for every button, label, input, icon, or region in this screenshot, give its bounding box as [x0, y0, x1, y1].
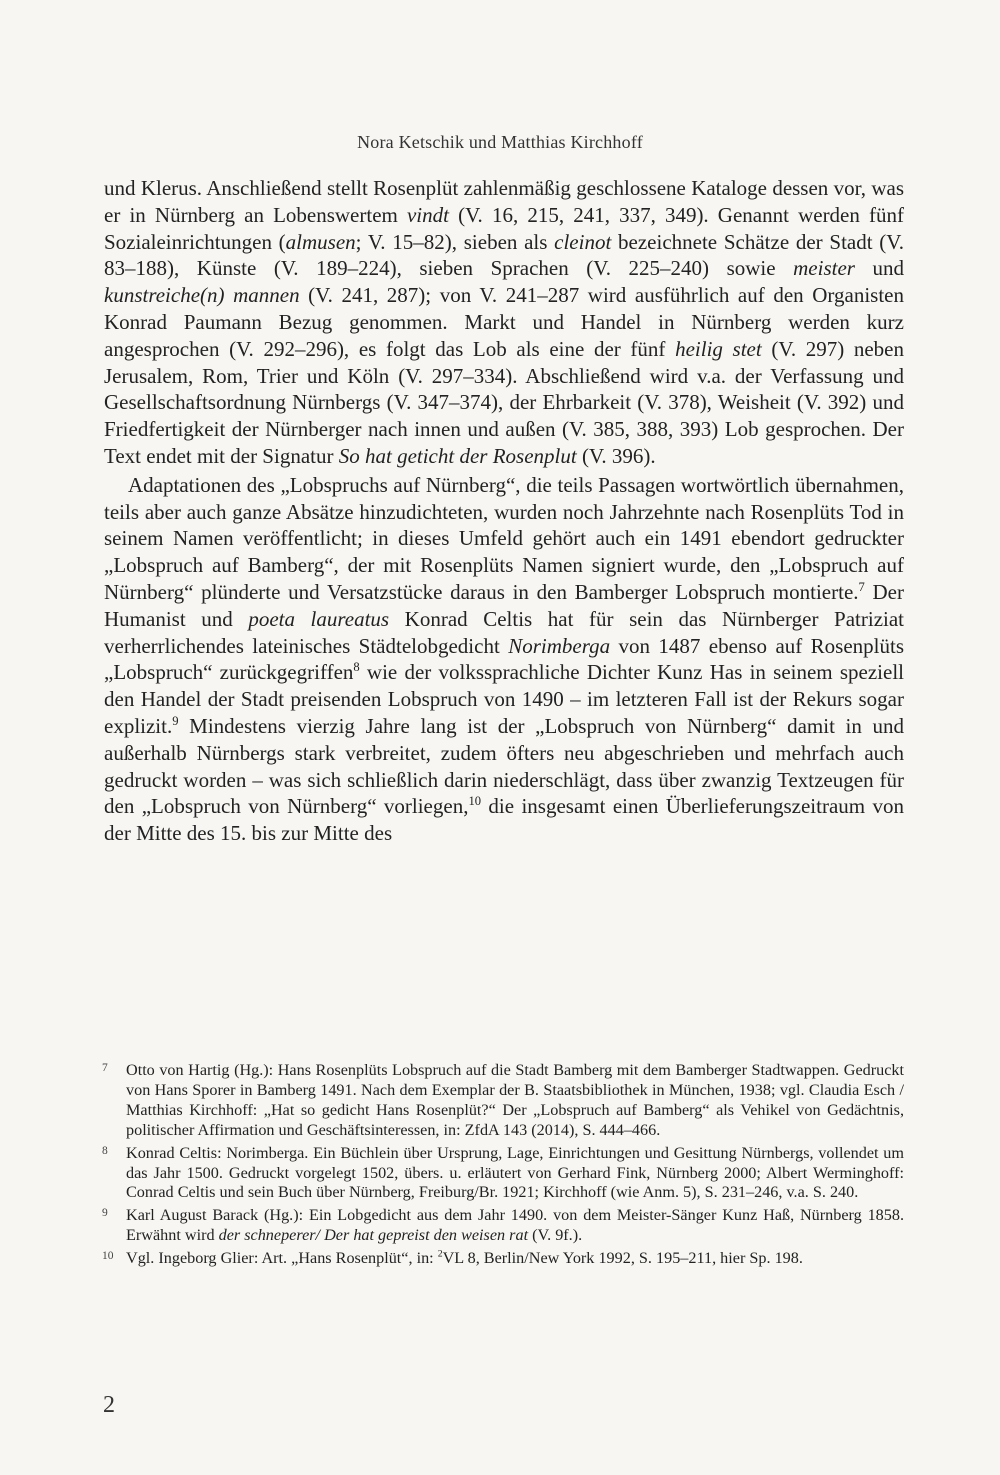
- running-title: Nora Ketschik und Matthias Kirchhoff: [357, 132, 643, 152]
- footnote-number: 8: [102, 1144, 108, 1157]
- footnote-text: [126, 1249, 904, 1269]
- footnote-7: [104, 1061, 904, 1141]
- italic-term: cleinot: [554, 229, 612, 254]
- page-number: 2: [103, 1392, 115, 1418]
- italic-term: almusen: [285, 229, 356, 254]
- text-span: Der Humanist und: [104, 579, 904, 631]
- text-span: wie der volkssprachliche Dichter Kunz Has in seinem speziell den Handel der Stadt preisenden Lobspruch von 1490 – im letzteren Fall ist der Rekurs sogar explizit.: [104, 660, 904, 738]
- text-span: (V. 297) neben Jerusalem, Rom, Trier und Köln (V. 297–334). Abschließend wird v.a. der Verfassung und Gesellschaftsordnung Nürnbergs (V. 347–374), der Ehrbarkeit (V. 378), Weisheit (V. 392) und Friedfertigkeit der Nürnberger nach innen und außen (V. 385, 388, 393) Lob gesprochen. Der Text endet mit der Signatur: [104, 336, 904, 468]
- text-span: Vgl. Ingeborg Glier: Art. „Hans Rosenplüt“, in:: [126, 1249, 438, 1268]
- footnote-ref-8[interactable]: 8: [353, 660, 360, 675]
- footnote-ref-10[interactable]: 10: [468, 794, 482, 809]
- footnote-number: 7: [102, 1062, 108, 1074]
- text-span: (V. 241, 287); von V. 241–287 wird ausführlich auf den Organisten Konrad Paumann Bezug genommen. Markt und Handel in Nürnberg werden kurz angesprochen (V. 292–296), es folgt das Lob als eine der fünf: [104, 283, 904, 361]
- footnote-10: [104, 1249, 904, 1269]
- text-span: Adaptationen des „Lobspruchs auf Nürnberg“, die teils Passagen wortwörtlich übernahmen, teils aber auch ganze Absätze hinzudichteten, wurden noch Jahrzehnte nach Rosenplüts Tod in seinem Namen veröffentlicht; in dieses Umfeld gehört auch ein 1491 ebendort gedruckter „Lobspruch auf Bamberg“, der mit Rosenplüts Namen signiert wurde, den „Lobspruch auf Nürnberg“ plünderte und Versatzstücke daraus in den Bamberger Lobspruch montierte.: [104, 472, 904, 604]
- italic-term: Norimberga: [508, 633, 611, 658]
- italic-term: So hat geticht der Rosenplut: [338, 443, 577, 468]
- text-span: und: [854, 256, 905, 281]
- text-span: Karl August Barack (Hg.): Ein Lobgedicht aus dem Jahr 1490. von dem Meister-Sänger Kunz Haß, Nürnberg 1858. Erwähnt wird: [126, 1206, 904, 1245]
- footnote-number: 9: [102, 1207, 108, 1220]
- italic-term: vindt: [406, 202, 449, 227]
- italic-term: meister: [793, 256, 855, 281]
- footnote-text: Otto von Hartig (Hg.): Hans Rosenplüts Lobspruch auf die Stadt Bamberg mit dem Bamberger Stadtwappen. Gedruckt von Hans Sporer in Bamberg 1491. Nach dem Exemplar der B. Staatsbibliothek in München, 1938; vgl. Claudia Esch / Matthias Kirchhoff: „Hat so gedicht Hans Rosenplüt?“ Der „Lobspruch auf Bamberg“ als Vehikel von Gedächtnis, politischer Affirmation und Geschäftsinteressen, in: ZfdA 143 (2014), S. 444–466.: [126, 1061, 904, 1139]
- text-span: Mindestens vierzig Jahre lang ist der „Lobspruch von Nürnberg“ damit in und außerhalb Nürnbergs stark verbreitet, zudem öfters neu abgeschrieben und mehrfach auch gedruckt worden – was sich schließlich darin niederschlägt, dass über zwanzig Textzeugen für den „Lobspruch von Nürnberg“ vorliegen,: [104, 713, 904, 819]
- text-span: (V. 396).: [576, 443, 656, 468]
- edition-superscript: 2: [437, 1248, 443, 1260]
- text-span: ; V. 15–82), sieben als: [355, 229, 555, 254]
- footnote-ref-7[interactable]: 7: [858, 579, 865, 594]
- text-span: und Klerus. Anschließend stellt Rosenplüt zahlenmäßig geschlossene Kataloge dessen vor, was er in Nürnberg an Lobenswertem: [104, 176, 904, 227]
- text-span: (V. 16, 215, 241, 337, 349). Genannt werden fünf Sozialeinrichtungen (: [104, 202, 904, 254]
- footnote-9: [104, 1206, 904, 1246]
- text-span: von 1487 ebenso auf Rosenplüts „Lobspruch“ zurückgegriffen: [104, 633, 904, 685]
- footnote-number: 10: [102, 1250, 114, 1263]
- footnotes: [104, 1061, 904, 1272]
- footnote-8: [104, 1144, 904, 1204]
- italic-quote: der schneperer/ Der hat gepreist den weisen rat: [218, 1226, 529, 1245]
- text-span: (V. 9f.).: [528, 1226, 583, 1245]
- text-span: VL 8, Berlin/New York 1992, S. 195–211, hier Sp. 198.: [442, 1249, 803, 1268]
- text-span: bezeichnete Schätze der Stadt (V. 83–188), Künste (V. 189–224), sieben Sprachen (V. 225–240) sowie: [104, 229, 904, 281]
- italic-term: heilig stet: [675, 336, 762, 361]
- paragraph-2: [104, 472, 904, 847]
- footnote-ref-9[interactable]: 9: [172, 713, 179, 728]
- text-span: die insgesamt einen Überlieferungszeitraum von der Mitte des 15. bis zur Mitte des: [104, 794, 904, 846]
- paragraph-1: [104, 175, 904, 470]
- footnote-text: Konrad Celtis: Norimberga. Ein Büchlein über Ursprung, Lage, Einrichtungen und Gesittung Nürnbergs, vollendet um das Jahr 1500. Gedruckt vorgelegt 1502, übers. u. erläutert von Gerhard Fink, Nürnberg 2000; Albert Werminghoff: Conrad Celtis und sein Buch über Nürnberg, Freiburg/Br. 1921; Kirchhoff (wie Anm. 5), S. 231–246, v.a. S. 240.: [126, 1143, 904, 1202]
- italic-term: poeta laureatus: [248, 606, 390, 631]
- text-span: Konrad Celtis hat für sein das Nürnberger Patriziat verherrlichendes lateinisches Städtelobgedicht: [104, 606, 905, 658]
- footnote-text: [126, 1206, 904, 1246]
- main-text: [104, 175, 904, 847]
- italic-term: kunstreiche(n) mannen: [104, 283, 300, 308]
